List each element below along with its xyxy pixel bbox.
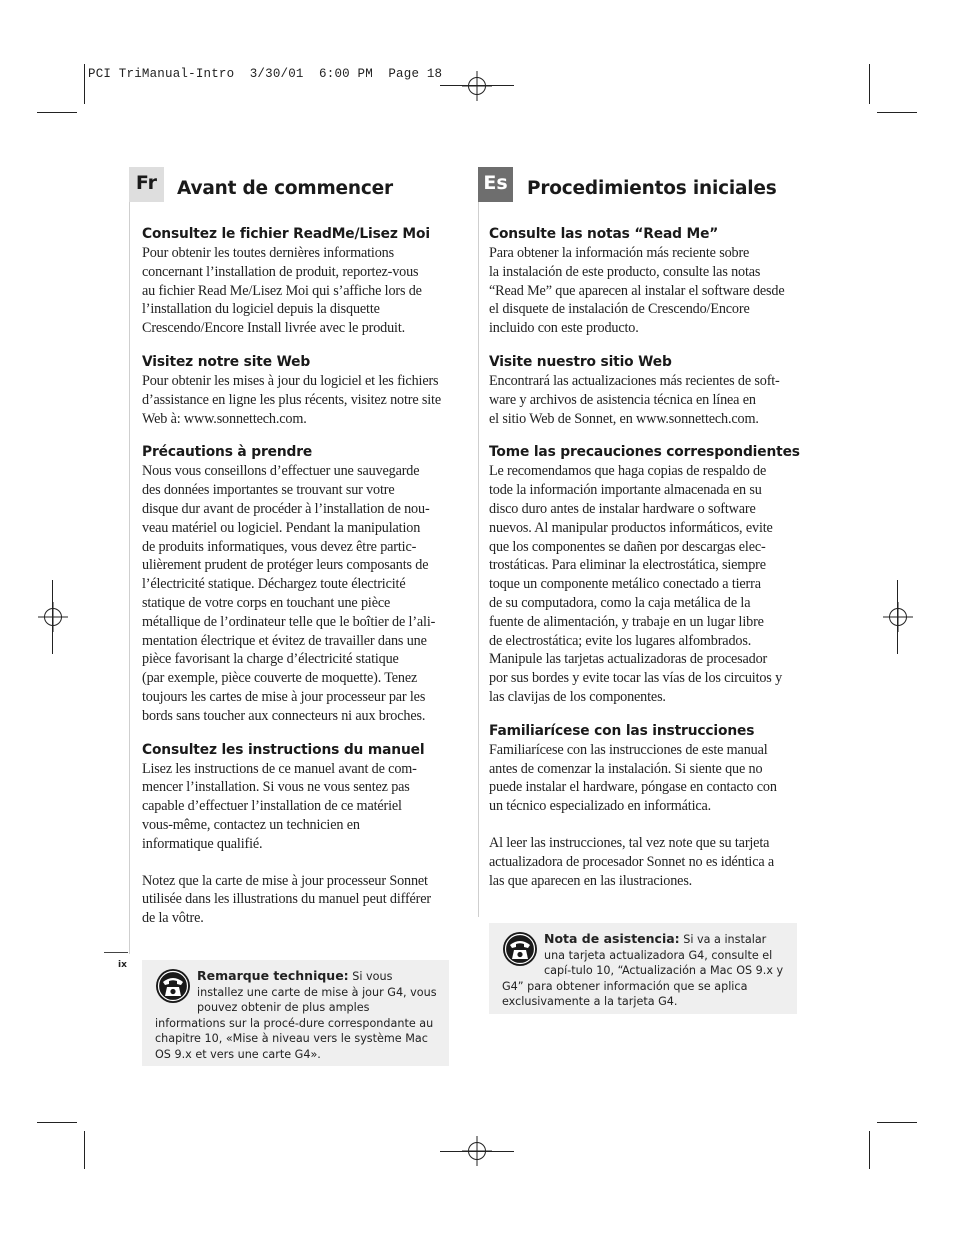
crop-mark	[877, 112, 917, 113]
crop-mark	[877, 1122, 917, 1123]
section-heading: Tome las precauciones correspondientes	[489, 444, 800, 461]
section-text: Lisez les instructions de ce manuel avant de com- mencer l’installation. Si vous ne vous sentez pas capable d’effectuer l’installation de ce matériel vous-même, contactez un technicien en informatique qualifié.	[142, 760, 417, 852]
section-text: Encontrará las actualizaciones más recientes de soft- ware y archivos de asistencia técnica en línea en el sitio Web de Sonnet, en www.sonnettech.com.	[489, 372, 780, 427]
section-readme	[489, 226, 801, 338]
crop-mark	[84, 64, 85, 104]
technical-note-french	[142, 960, 449, 1066]
page-title-french: Avant de commencer	[177, 178, 393, 199]
section-text: Familiarícese con las instrucciones de este manual antes de comenzar la instalación. Si siente que no puede instalar el hardware, póngase en contacto con un técnico especializado en informática.	[489, 741, 777, 815]
section-text: Le recomendamos que haga copias de respaldo de tode la información importante almacenada en su disco duro antes de instalar hardware o software nuevos. Al manipular productos informáticos, evite que los componentes se dañen por descargas elec- trostáticas. Para eliminar la electrostática, siempre toque un componente metálico conectado a tierra de su computadora, como la caja metálica de la fuente de alimentación, y trabaje en un lugar libre de electrostática; evite los lugares alfombrados. Manipule las tarjetas actualizadoras de procesador por sus bordes y evite tocar las vías de los circuitos y las clavijas de los componentes.	[489, 463, 783, 705]
note-label: Remarque technique:	[197, 968, 349, 983]
language-tab-spanish: Es	[478, 167, 513, 202]
section-text: Pour obtenir les mises à jour du logiciel et les fichiers d’assistance en ligne les plus récents, visitez notre site Web à: www.sonnettech.com.	[142, 372, 441, 427]
french-column	[142, 226, 454, 944]
registration-mark-icon	[462, 71, 492, 101]
section-website	[142, 354, 454, 428]
section-text: Nous vous conseillons d’effectuer une sauvegarde des données importantes se trouvant sur votre disque dur avant de procéder à l’installation de nou- veau matériel ou logiciel. Pendant la manipulation de produits informatiques, vous devez être partic- ulièrement prudent de protéger leurs composants de l’électricité statique. Déchargez toute électricité statique de votre corps en touchant une pièce métallique de l’ordinateur telle que le boîtier de l’ali- mentation électrique et évitez de travailler dans une pièce favorisant la charge d’électricité statique (par exemple, pièce couverte de moquette). Tenez toujours les cartes de mise à jour processeur par les bords sans toucher aux connecteurs ni aux broches.	[142, 463, 436, 724]
telephone-support-icon	[502, 931, 538, 967]
crop-mark	[440, 1151, 514, 1152]
print-slug: PCI TriManual-Intro 3/30/01 6:00 PM Page 18	[88, 67, 443, 81]
section-instructions	[142, 742, 454, 928]
note-text: Si vous installez une carte de mise à jour G4, vous pouvez obtenir de plus amples informations sur la procé-dure correspondante au chapitre 10, «Mise à niveau vers le système Mac OS 9.x et vers une carte G4».	[155, 970, 437, 1061]
section-text-extra: Notez que la carte de mise à jour processeur Sonnet utilisée dans les illustrations du manuel peut différer de la vôtre.	[142, 872, 431, 927]
registration-mark-icon	[38, 602, 68, 632]
section-heading: Précautions à prendre	[142, 444, 313, 461]
crop-mark	[897, 580, 898, 654]
crop-mark	[37, 112, 77, 113]
registration-mark-icon	[883, 602, 913, 632]
note-label: Nota de asistencia:	[544, 931, 680, 946]
section-website	[489, 354, 801, 428]
section-readme	[142, 226, 454, 338]
page-title-spanish: Procedimientos iniciales	[527, 178, 777, 199]
folio-rule	[104, 952, 128, 953]
tab-divider	[129, 202, 130, 954]
section-heading: Familiarícese con las instrucciones	[489, 722, 755, 739]
section-heading: Consulte las notas “Read Me”	[489, 226, 719, 242]
spanish-column	[489, 226, 801, 906]
telephone-support-icon	[155, 968, 191, 1004]
crop-mark	[869, 1131, 870, 1169]
language-tab-french: Fr	[129, 167, 164, 202]
section-heading: Consultez les instructions du manuel	[142, 741, 425, 758]
section-heading: Visite nuestro sitio Web	[489, 353, 672, 370]
note-text: Si va a instalar una tarjeta actualizadora G4, consulte el capí-tulo 10, “Actualización a Mac OS 9.x y G4” para obtener información que se aplica exclusivamente a la tarjeta G4.	[502, 933, 784, 1009]
crop-mark	[869, 64, 870, 104]
section-precautions	[142, 444, 454, 725]
tab-divider	[478, 202, 479, 917]
page-number: ix	[118, 960, 127, 970]
section-heading: Visitez notre site Web	[142, 353, 311, 370]
section-heading: Consultez le fichier ReadMe/Lisez Moi	[142, 226, 430, 242]
crop-mark	[84, 1131, 85, 1169]
section-text: Para obtener la información más reciente sobre la instalación de este producto, consulte las notas “Read Me” que aparecen al instalar el software desde el disquete de instalación de Crescendo/Encore incluido con este producto.	[489, 245, 785, 337]
section-text-extra: Al leer las instrucciones, tal vez note que su tarjeta actualizadora de procesador Sonnet no es idéntica a las que aparecen en las ilustraciones.	[489, 834, 775, 889]
section-text: Pour obtenir les toutes dernières informations concernant l’installation de produit, reportez-vous au fichier Read Me/Lisez Moi qui s’affiche lors de l’installation du logiciel depuis la disquette Crescendo/Encore Install livrée avec le produit.	[142, 245, 422, 337]
crop-mark	[52, 580, 53, 654]
section-precautions	[489, 444, 801, 706]
section-instructions	[489, 723, 801, 891]
crop-mark	[37, 1122, 77, 1123]
support-note-spanish	[489, 923, 797, 1014]
